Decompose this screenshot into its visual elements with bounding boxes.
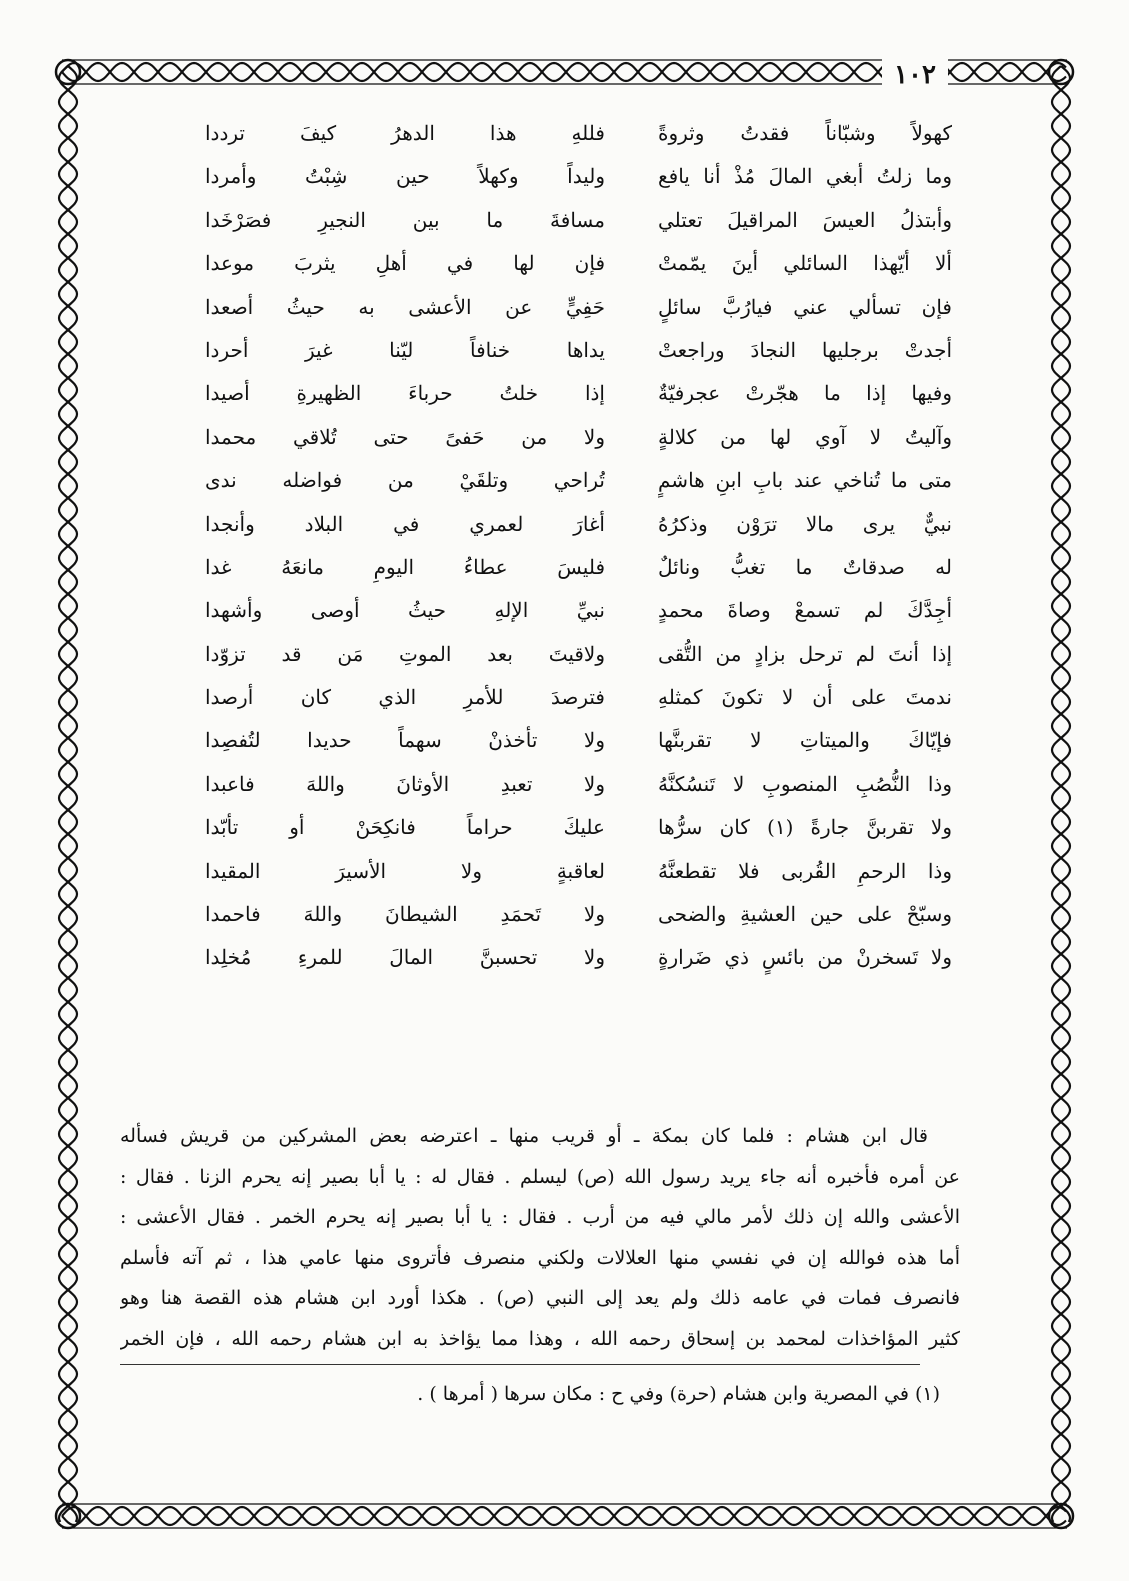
first-hemistich: وأبتذلُ العيسَ المراقيلَ تعتلي xyxy=(658,207,952,232)
second-hemistich: عليكَ حراماً فانكِحَنْ أو تأبّدا xyxy=(205,815,605,840)
verse-line xyxy=(120,112,960,155)
first-hemistich: ولا تَسخرنْ من بائسٍ ذي ضَرارةٍ xyxy=(658,945,952,970)
verse-line xyxy=(120,155,960,198)
verse-line xyxy=(120,503,960,546)
first-hemistich: له صدقاتٌ ما تغبُّ ونائلٌ xyxy=(658,554,952,579)
first-hemistich: وما زلتُ أبغي المالَ مُذْ أنا يافع xyxy=(658,164,952,189)
verse-line xyxy=(120,893,960,936)
verse-line xyxy=(120,372,960,415)
prose-line: فانصرف فمات في عامه ذلك ولم يعد إلى النبي (ص) . هكذا أورد ابن هشام هذه القصة هنا وهو xyxy=(120,1287,960,1309)
second-hemistich: ولا من حَفىً حتى تُلاقي محمدا xyxy=(205,424,605,449)
first-hemistich: وذا الرحمِ القُربى فلا تقطعنَّهُ xyxy=(658,858,952,883)
verse-line xyxy=(120,936,960,979)
second-hemistich: أغارَ لعمري في البلاد وأنجدا xyxy=(205,511,605,536)
verse-line xyxy=(120,763,960,806)
second-hemistich: يداها خنافاً ليّنا غيرَ أحردا xyxy=(205,337,605,362)
second-hemistich: إذا خلتُ حرباءَ الظهيرةِ أصيدا xyxy=(205,381,605,406)
verse-line xyxy=(120,199,960,242)
prose-line: قال ابن هشام : فلما كان بمكة ـ أو قريب منها ـ اعترضه بعض المشركين من قريش فسأله xyxy=(120,1125,928,1147)
footnote: (١) في المصرية وابن هشام (حرة) وفي ح : مكان سرها ( أمرها ) . xyxy=(417,1383,940,1405)
second-hemistich: ولا تأخذنْ سهماً حديدا لتُفصِدا xyxy=(205,728,605,753)
prose-line: أما هذه فوالله إن في نفسي منها العلالات ولكني منصرف فأتروى منها عامي هذا ، ثم آته فأسلم xyxy=(120,1246,960,1269)
verse-line xyxy=(120,242,960,285)
verse-line xyxy=(120,633,960,676)
verse-line xyxy=(120,546,960,589)
verse-line xyxy=(120,850,960,893)
prose-line: عن أمره فأخبره أنه جاء يريد رسول الله (ص) ليسلم . فقال له : يا أبا بصير إنه يحرم الزنا . فقال : xyxy=(120,1165,960,1188)
verse-line xyxy=(120,589,960,632)
verse-line xyxy=(120,329,960,372)
second-hemistich: لعاقبةٍ ولا الأسيرَ المقيدا xyxy=(205,858,605,883)
first-hemistich: متى ما تُناخي عند بابِ ابنِ هاشمٍ xyxy=(658,468,952,493)
page-number: ١٠٢ xyxy=(882,58,948,92)
second-hemistich: فترصدَ للأمرِ الذي كان أرصدا xyxy=(205,685,605,710)
poem xyxy=(120,112,960,1112)
first-hemistich: وآليتُ لا آوي لها من كلالةٍ xyxy=(658,424,952,449)
first-hemistich: ولا تقربنَّ جارةً (١) كان سرُّها xyxy=(658,815,952,840)
first-hemistich: كهولاً وشبّاناً فقدتُ وثروةً xyxy=(658,121,952,145)
verse-line xyxy=(120,719,960,762)
first-hemistich: أجدتْ برجليها النجادَ وراجعتْ xyxy=(658,337,952,362)
verse-line xyxy=(120,459,960,502)
second-hemistich: فللهِ هذا الدهرُ كيفَ ترددا xyxy=(205,121,605,145)
first-hemistich: وفيها إذا ما هجّرتْ عجرفيّةٌ xyxy=(658,381,952,406)
second-hemistich: تُراحي وتلقَيْ من فواضله ندى xyxy=(205,468,605,493)
prose-line: كثير المؤاخذات لمحمد بن إسحاق رحمه الله ، وهذا مما يؤاخذ به ابن هشام رحمه الله ، فإن الخمر xyxy=(120,1327,960,1350)
first-hemistich: ندمتَ على أن لا تكونَ كمثلهِ xyxy=(658,685,952,710)
first-hemistich: فإيّاكَ والميتاتِ لا تقربنَّها xyxy=(658,728,952,753)
first-hemistich: إذا أنتَ لم ترحل بزادٍ من التُّقى xyxy=(658,641,952,666)
first-hemistich: ألا أيّهذا السائلي أينَ يمّمتْ xyxy=(658,251,952,276)
first-hemistich: نبيٌّ يرى مالا ترَوْن وذكرُهُ xyxy=(658,511,952,536)
prose-line: الأعشى والله إن ذلك لأمر مالي فيه من أرب . فقال : يا أبا بصير إنه يحرم الخمر . فقال الأعشى : xyxy=(120,1206,960,1228)
second-hemistich: ولا تعبدِ الأوثانَ واللهَ فاعبدا xyxy=(205,771,605,796)
verse-line xyxy=(120,286,960,329)
second-hemistich: فإن لها في أهلِ يثربَ موعدا xyxy=(205,251,605,276)
second-hemistich: مسافةَ ما بين النجيرِ فصَرْخَدا xyxy=(205,207,605,232)
page-content xyxy=(120,112,960,1472)
first-hemistich: وذا النُّصُبِ المنصوبِ لا تَنسُكنَّهُ xyxy=(658,771,952,796)
first-hemistich: أجِدَّكَ لم تسمعْ وصاةَ محمدٍ xyxy=(658,598,952,623)
second-hemistich: نبيِّ الإلهِ حيثُ أوصى وأشهدا xyxy=(205,598,605,623)
verse-line xyxy=(120,416,960,459)
second-hemistich: ولا تَحمَدِ الشيطانَ واللهَ فاحمدا xyxy=(205,902,605,927)
first-hemistich: وسبّحْ على حين العشيةِ والضحى xyxy=(658,902,952,927)
first-hemistich: فإن تسألي عني فيارُبَّ سائلٍ xyxy=(658,294,952,319)
second-hemistich: وليداً وكهلاً حين شِبْتُ وأمردا xyxy=(205,164,605,189)
second-hemistich: حَفِيٍّ عن الأعشى به حيثُ أصعدا xyxy=(205,294,605,319)
second-hemistich: ولا تحسبنَّ المالَ للمرءِ مُخلِدا xyxy=(205,945,605,970)
second-hemistich: فليسَ عطاءُ اليومِ مانعَهُ غدا xyxy=(205,554,605,579)
verse-line xyxy=(120,806,960,849)
second-hemistich: ولاقيتَ بعد الموتِ مَن قد تزوّدا xyxy=(205,641,605,666)
verse-line xyxy=(120,676,960,719)
prose-paragraph xyxy=(120,1116,960,1359)
footnote-divider xyxy=(120,1364,920,1365)
